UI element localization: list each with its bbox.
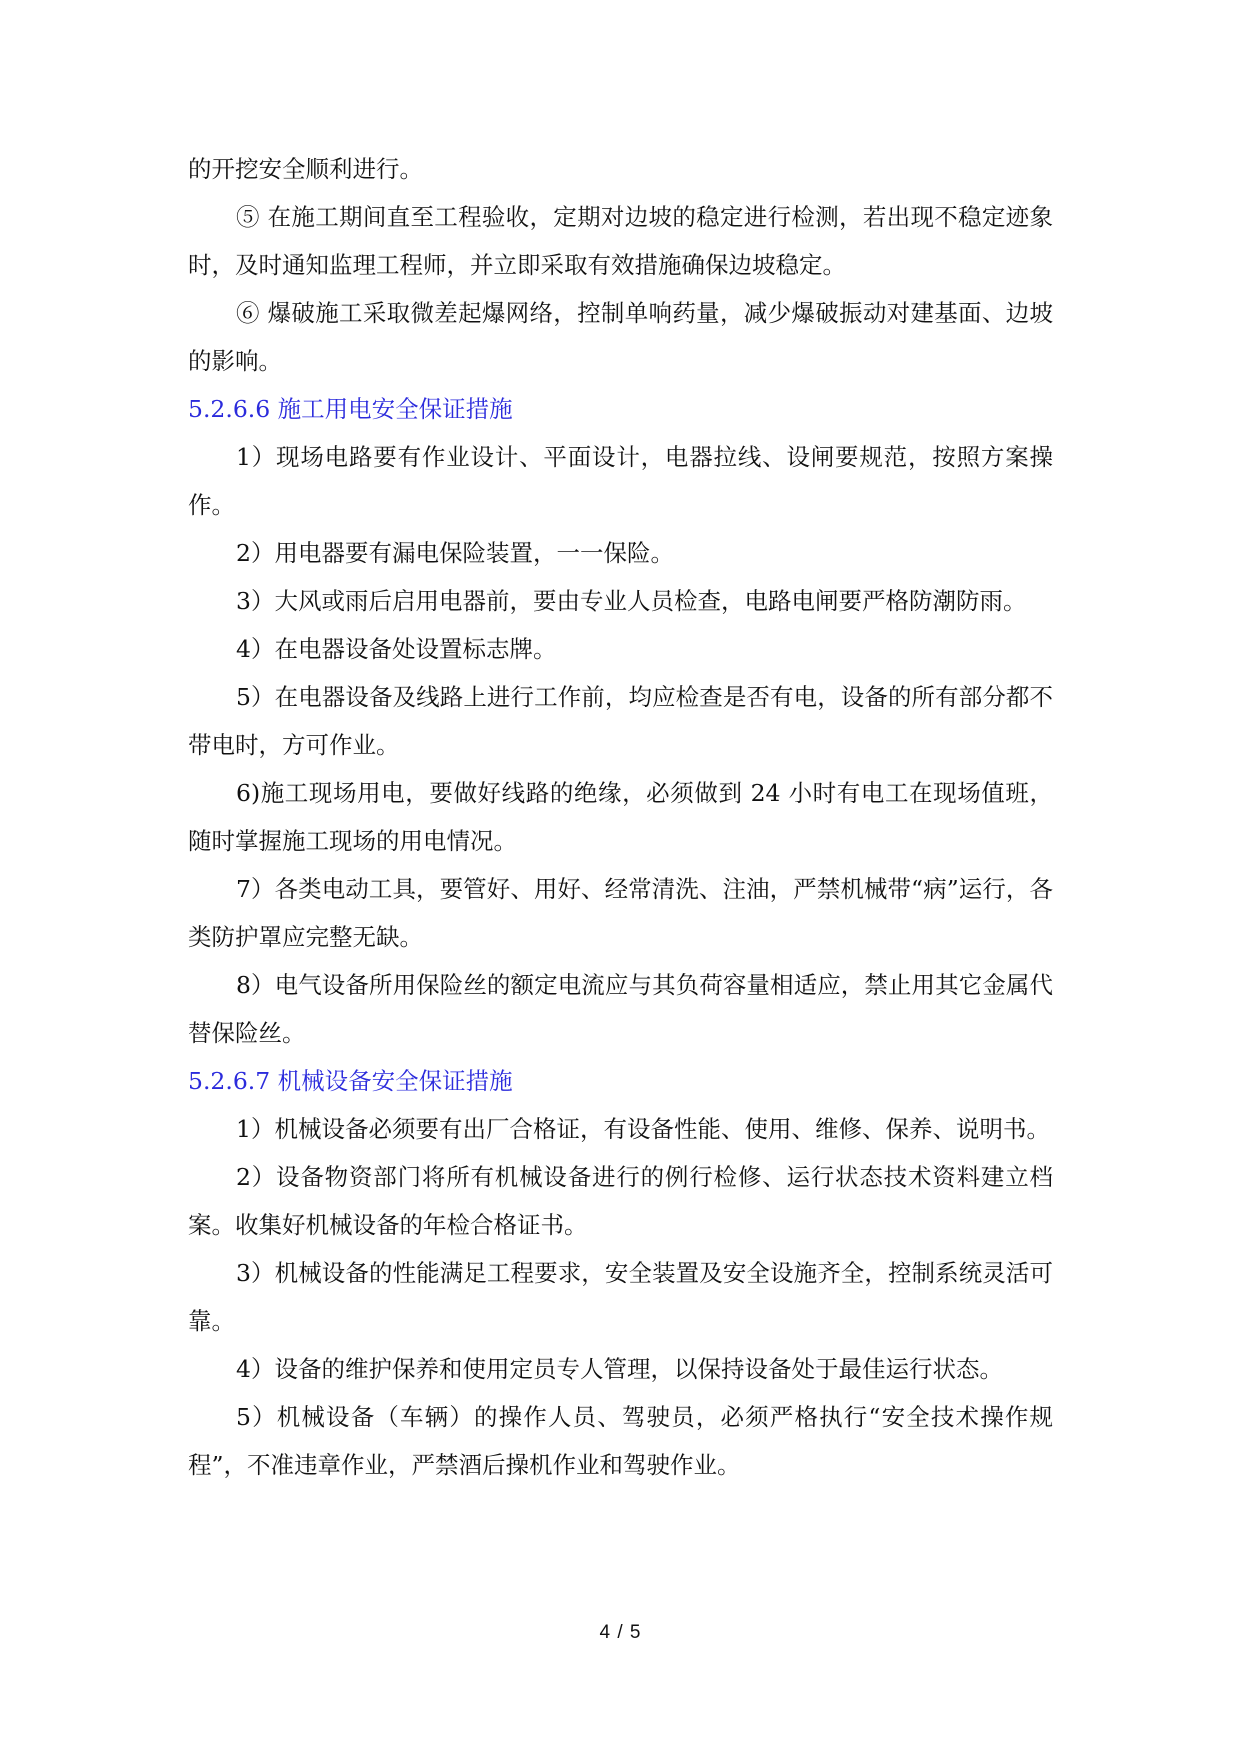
list-item: 6)施工现场用电，要做好线路的绝缘，必须做到 24 小时有电工在现场值班，随时掌握施工现场的用电情况。: [188, 779, 1053, 855]
list-item: 2）设备物资部门将所有机械设备进行的例行检修、运行状态技术资料建立档案。收集好机械设备的年检合格证书。: [188, 1163, 1053, 1239]
list-item: 8）电气设备所用保险丝的额定电流应与其负荷容量相适应，禁止用其它金属代替保险丝。: [188, 971, 1053, 1047]
paragraph-intro-tail: 的开挖安全顺利进行。: [188, 155, 423, 183]
page-number: 4 / 5: [599, 1622, 642, 1643]
paragraph-item-6: ⑥ 爆破施工采取微差起爆网络，控制单响药量，减少爆破振动对建基面、边坡的影响。: [188, 299, 1053, 375]
list-item: 5）在电器设备及线路上进行工作前，均应检查是否有电，设备的所有部分都不带电时，方可作业。: [188, 683, 1053, 759]
list-item: 1）现场电路要有作业设计、平面设计，电器拉线、设闸要规范，按照方案操作。: [188, 443, 1053, 519]
list-item: 5）机械设备（车辆）的操作人员、驾驶员，必须严格执行“安全技术操作规程”，不准违章作业，严禁酒后操机作业和驾驶作业。: [188, 1403, 1053, 1479]
list-item: 7）各类电动工具，要管好、用好、经常清洗、注油，严禁机械带“病”运行，各类防护罩应完整无缺。: [188, 875, 1053, 951]
section-heading-5-2-6-7: 5.2.6.7 机械设备安全保证措施: [188, 1067, 513, 1095]
list-item: 3）机械设备的性能满足工程要求，安全装置及安全设施齐全，控制系统灵活可靠。: [188, 1259, 1053, 1335]
list-item: 1）机械设备必须要有出厂合格证，有设备性能、使用、维修、保养、说明书。: [236, 1115, 1050, 1143]
document-body: [188, 145, 1053, 1489]
list-item: 3）大风或雨后启用电器前，要由专业人员检查，电路电闸要严格防潮防雨。: [236, 587, 1027, 615]
list-item: 2）用电器要有漏电保险装置，一一保险。: [236, 539, 674, 567]
paragraph-item-5: ⑤ 在施工期间直至工程验收，定期对边坡的稳定进行检测，若出现不稳定迹象时，及时通知监理工程师，并立即采取有效措施确保边坡稳定。: [188, 203, 1053, 279]
section-heading-5-2-6-6: 5.2.6.6 施工用电安全保证措施: [188, 395, 513, 423]
list-item: 4）在电器设备处设置标志牌。: [236, 635, 557, 663]
list-item: 4）设备的维护保养和使用定员专人管理，以保持设备处于最佳运行状态。: [236, 1355, 1003, 1383]
